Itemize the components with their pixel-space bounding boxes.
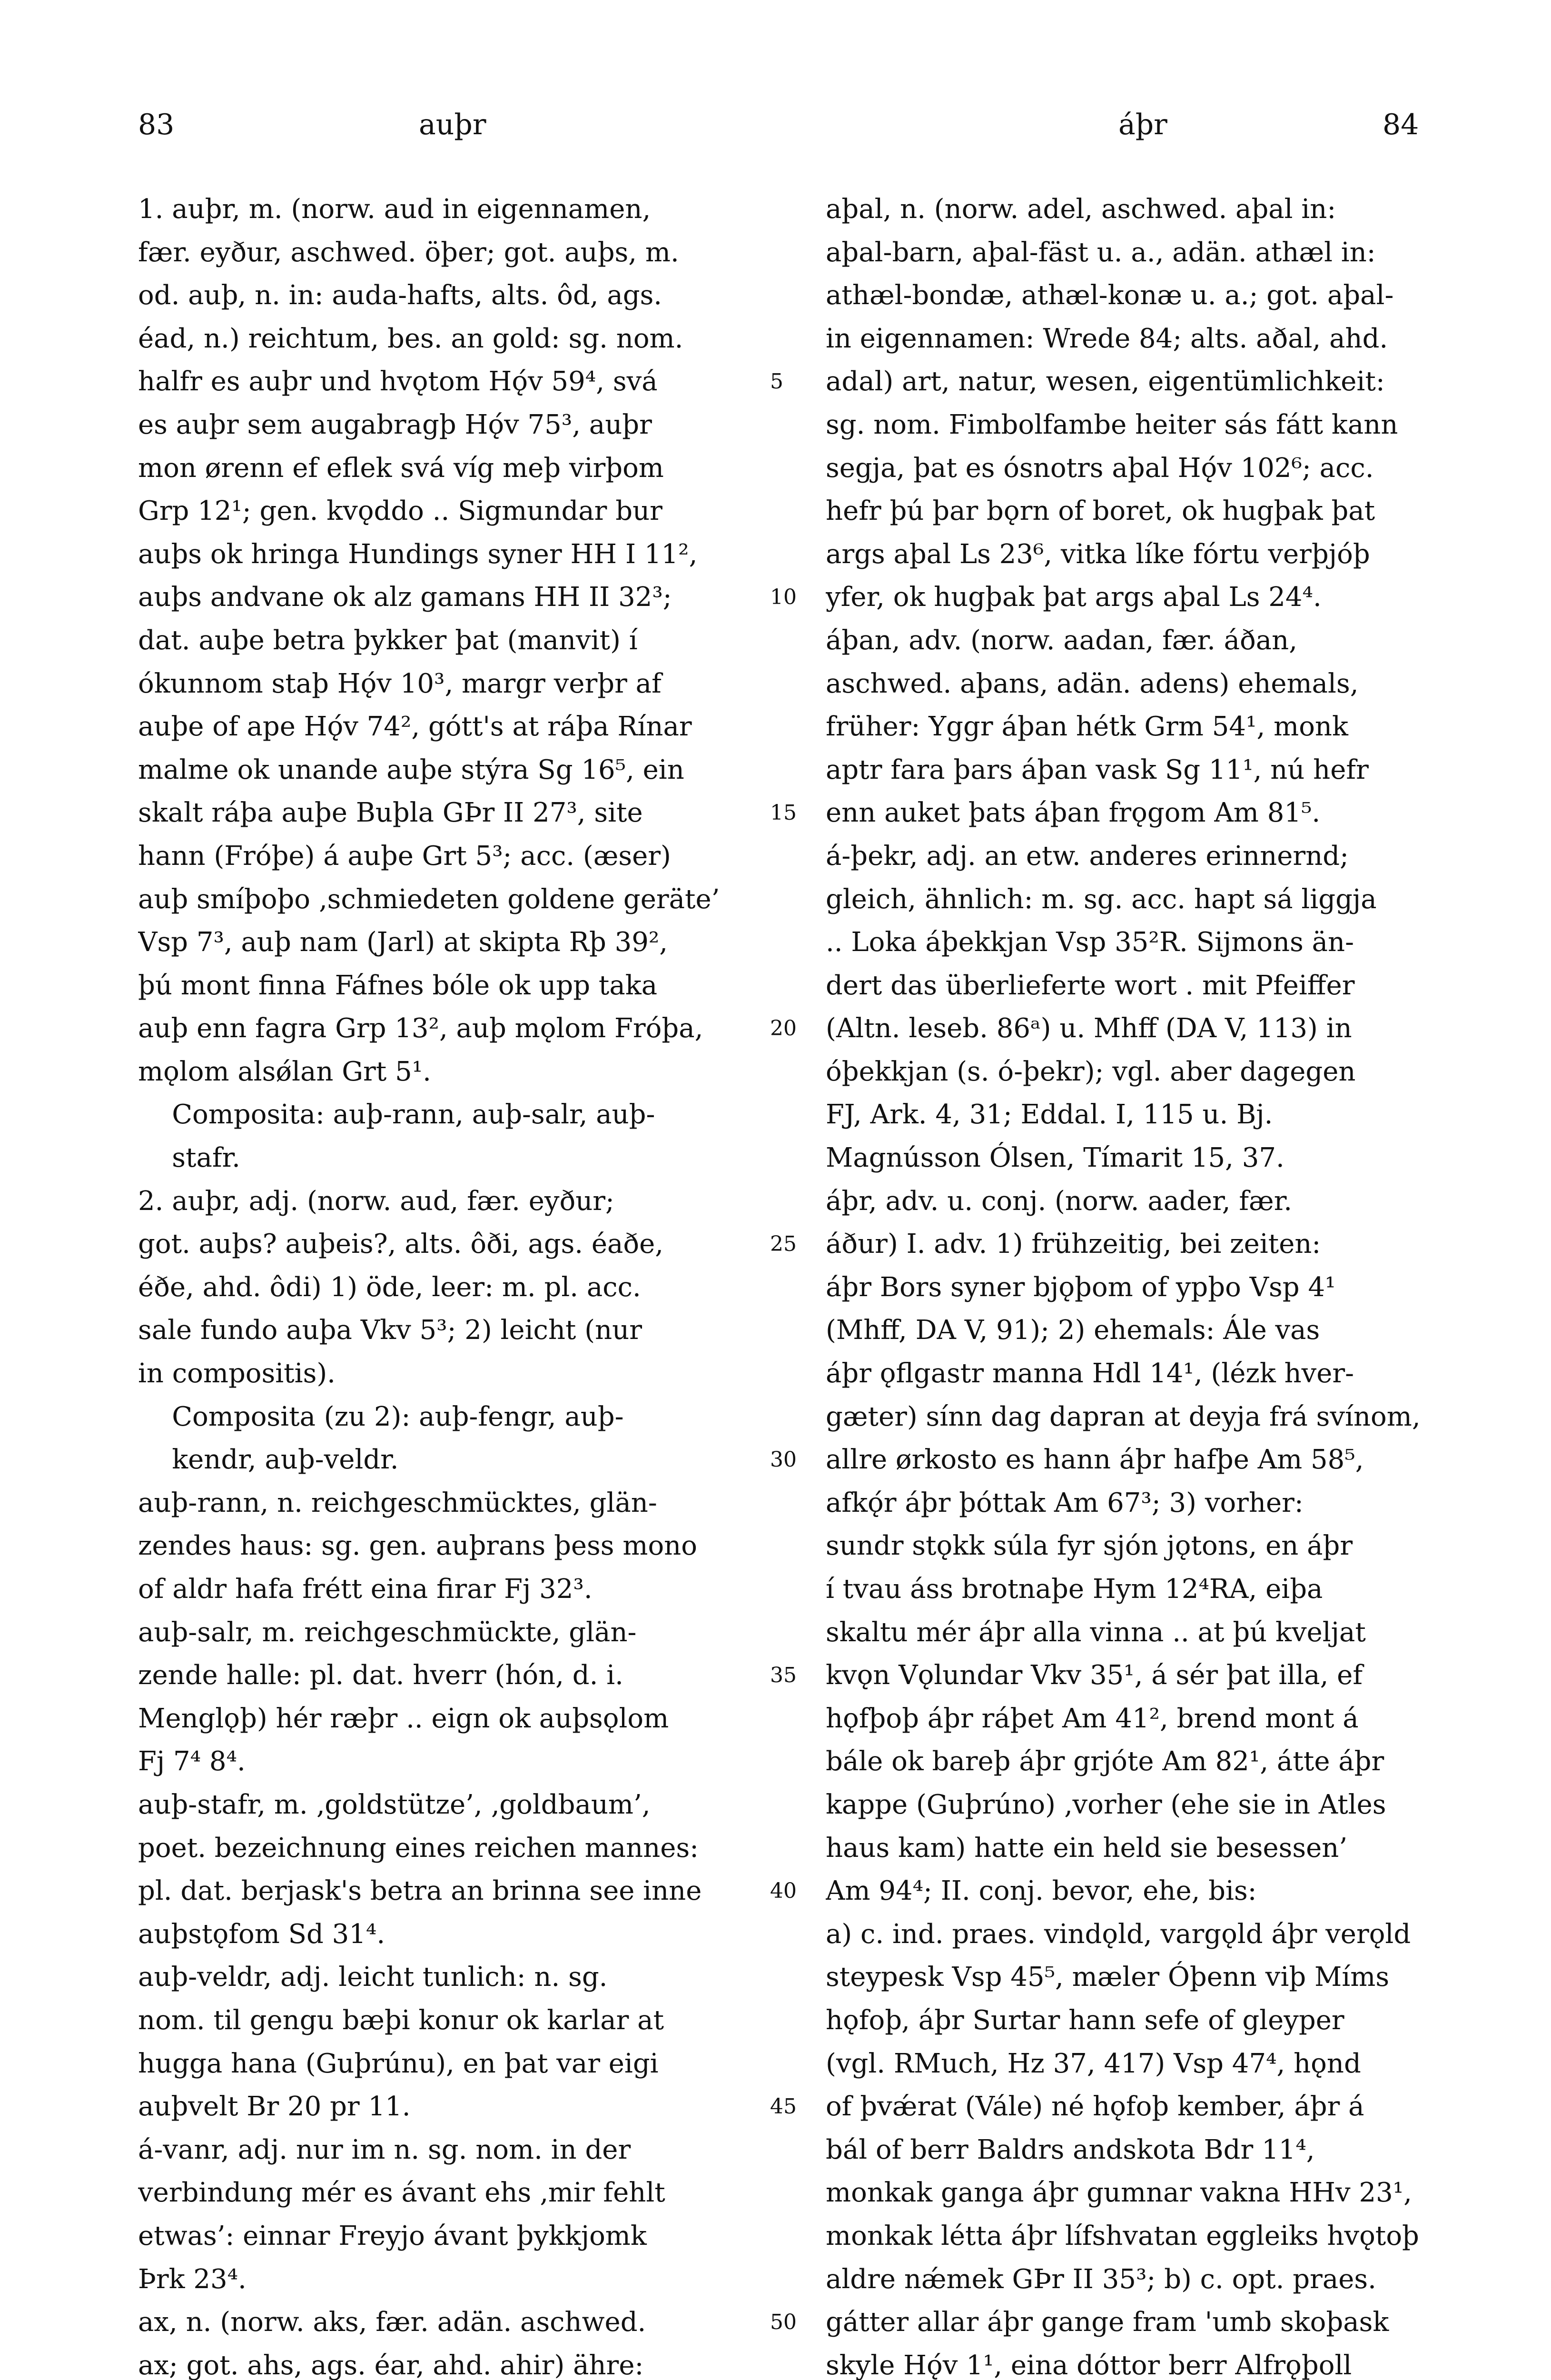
line-number: 30 — [770, 1448, 797, 1472]
text-line-left: ax; got. ahs, ags. éar, ahd. ahir) ähre: — [138, 2350, 644, 2380]
text-line-left: fær. eyður, aschwed. öþer; got. auþs, m. — [138, 237, 679, 268]
text-line-right: áþr Bors syner bjǫþom of ypþo Vsp 4¹ — [826, 1271, 1336, 1303]
text-line-right: gleich, ähnlich: m. sg. acc. hapt sá liggja — [826, 883, 1377, 915]
text-line-left: hann (Fróþe) á auþe Grt 5³; acc. (æser) — [138, 840, 671, 872]
text-line-left: od. auþ, n. in: auda-hafts, alts. ôd, ags. — [138, 280, 662, 311]
line-number: 50 — [770, 2310, 797, 2335]
text-line-right: aptr fara þars áþan vask Sg 11¹, nú hefr — [826, 754, 1369, 785]
text-line-right: monkak létta áþr lífshvatan eggleiks hvǫtoþ — [826, 2220, 1419, 2251]
text-line-right: áþan, adv. (norw. aadan, fær. áðan, — [826, 625, 1298, 656]
text-line-right: (Altn. leseb. 86ᵃ) u. Mhff (DA V, 113) in — [826, 1013, 1352, 1044]
text-line-right: aldre nǽmek GÞr II 35³; b) c. opt. praes. — [826, 2263, 1376, 2295]
text-line-left: ókunnom staþ Hǫ́v 10³, margr verþr af — [138, 668, 662, 699]
text-line-left: of aldr hafa frétt eina firar Fj 32³. — [138, 1574, 593, 1605]
text-line-left: malme ok unande auþe stýra Sg 16⁵, ein — [138, 754, 684, 785]
text-line-right: .. Loka áþekkjan Vsp 35²R. Sijmons än- — [826, 927, 1354, 958]
running-head-right: áþr — [1118, 108, 1167, 141]
text-line-right: FJ, Ark. 4, 31; Eddal. I, 115 u. Bj. — [826, 1099, 1273, 1130]
text-line-right: Magnússon Ólsen, Tímarit 15, 37. — [826, 1142, 1284, 1174]
text-line-right: aþal-barn, aþal-fäst u. a., adän. athæl in: — [826, 237, 1376, 268]
text-line-left: auþ smíþoþo ‚schmiedeten goldene geräte’ — [138, 883, 720, 915]
line-number: 5 — [770, 369, 783, 394]
text-line-left: auþvelt Br 20 pr 11. — [138, 2091, 411, 2122]
text-line-right: aþal, n. (norw. adel, aschwed. aþal in: — [826, 194, 1336, 225]
text-line-right: í tvau áss brotnaþe Hym 12⁴RA, eiþa — [826, 1574, 1323, 1605]
running-head-left: auþr — [419, 108, 486, 141]
line-number: 45 — [770, 2094, 797, 2119]
text-line-left: Grp 12¹; gen. kvǫddo .. Sigmundar bur — [138, 496, 662, 527]
text-line-left: kendr, auþ-veldr. — [138, 1444, 399, 1476]
text-line-right: allre ørkosto es hann áþr hafþe Am 58⁵, — [826, 1444, 1364, 1476]
text-line-right: Am 94⁴; II. conj. bevor, ehe, bis: — [826, 1875, 1257, 1907]
text-line-right: adal) art, natur, wesen, eigentümlichkeit: — [826, 366, 1385, 397]
text-line-left: halfr es auþr und hvǫtom Hǫ́v 59⁴, svá — [138, 366, 658, 397]
text-line-right: segja, þat es ósnotrs aþal Hǫ́v 102⁶; acc. — [826, 452, 1374, 484]
text-line-left: auþ-rann, n. reichgeschmücktes, glän- — [138, 1487, 657, 1518]
text-line-left: zende halle: pl. dat. hverr (hón, d. i. — [138, 1660, 623, 1691]
text-line-left: Composita: auþ-rann, auþ-salr, auþ- — [138, 1099, 655, 1130]
text-line-right: früher: Yggr áþan hétk Grm 54¹, monk — [826, 711, 1348, 743]
text-line-right: afkǫ́r áþr þóttak Am 67³; 3) vorher: — [826, 1487, 1304, 1518]
text-line-left: á-vanr, adj. nur im n. sg. nom. in der — [138, 2134, 631, 2165]
text-line-left: verbindung mér es ávant ehs ‚mir fehlt — [138, 2177, 665, 2209]
text-line-right: athæl-bondæ, athæl-konæ u. a.; got. aþal- — [826, 280, 1394, 311]
text-line-left: Menglǫþ) hér ræþr .. eign ok auþsǫlom — [138, 1703, 669, 1734]
text-line-left: auþ-veldr, adj. leicht tunlich: n. sg. — [138, 1962, 608, 1993]
text-line-left: auþ enn fagra Grp 13², auþ mǫlom Fróþa, — [138, 1013, 703, 1044]
text-line-right: á-þekr, adj. an etw. anderes erinnernd; — [826, 840, 1349, 872]
text-line-right: in eigennamen: Wrede 84; alts. aðal, ahd. — [826, 323, 1388, 354]
text-line-left: es auþr sem augabragþ Hǫ́v 75³, auþr — [138, 409, 652, 440]
text-line-right: sg. nom. Fimbolfambe heiter sás fátt kann — [826, 409, 1398, 440]
page-number-right: 84 — [1383, 108, 1419, 141]
left-column — [138, 188, 750, 2380]
line-number: 20 — [770, 1016, 797, 1041]
text-line-left: 1. auþr, m. (norw. aud in eigennamen, — [138, 194, 651, 225]
text-line-right: a) c. ind. praes. vindǫld, vargǫld áþr verǫld — [826, 1918, 1411, 1950]
text-line-right: args aþal Ls 23⁶, vitka líke fórtu verþjóþ — [826, 538, 1370, 570]
line-number: 40 — [770, 1879, 797, 1904]
text-line-left: Composita (zu 2): auþ-fengr, auþ- — [138, 1401, 624, 1432]
text-line-right: (Mhff, DA V, 91); 2) ehemals: Ále vas — [826, 1315, 1320, 1346]
text-line-left: auþe of ape Hǫ́v 74², gótt's at ráþa Rínar — [138, 711, 692, 743]
line-number: 10 — [770, 585, 797, 610]
line-number: 15 — [770, 801, 797, 825]
text-line-right: áþr ǫflgastr manna Hdl 14¹, (lézk hver- — [826, 1358, 1354, 1389]
text-line-right: enn auket þats áþan frǫgom Am 81⁵. — [826, 797, 1321, 829]
text-line-left: sale fundo auþa Vkv 5³; 2) leicht (nur — [138, 1315, 642, 1346]
text-line-left: Vsp 7³, auþ nam (Jarl) at skipta Rþ 39², — [138, 927, 668, 958]
line-number: 25 — [770, 1232, 797, 1257]
text-line-right: áþr, adv. u. conj. (norw. aader, fær. — [826, 1185, 1293, 1217]
text-line-right: aschwed. aþans, adän. adens) ehemals, — [826, 668, 1359, 699]
text-line-left: mon ørenn ef eflek svá víg meþ virþom — [138, 452, 664, 484]
text-line-left: auþ-salr, m. reichgeschmückte, glän- — [138, 1616, 637, 1648]
text-line-left: auþstǫfom Sd 31⁴. — [138, 1918, 385, 1950]
text-line-right: of þvǽrat (Vále) né hǫfoþ kember, áþr á — [826, 2091, 1364, 2122]
text-line-right: hefr þú þar bǫrn of boret, ok hugþak þat — [826, 496, 1375, 527]
text-line-right: kvǫn Vǫlundar Vkv 35¹, á sér þat illa, ef — [826, 1660, 1363, 1691]
text-line-left: Þrk 23⁴. — [138, 2263, 247, 2295]
text-line-right: bál of berr Baldrs andskota Bdr 11⁴, — [826, 2134, 1315, 2165]
text-line-right: (vgl. RMuch, Hz 37, 417) Vsp 47⁴, hǫnd — [826, 2048, 1361, 2079]
text-line-left: éad, n.) reichtum, bes. an gold: sg. nom. — [138, 323, 683, 354]
text-line-left: éðe, ahd. ôdi) 1) öde, leer: m. pl. acc. — [138, 1271, 641, 1303]
text-line-right: haus kam) hatte ein held sie besessen’ — [826, 1832, 1348, 1864]
text-line-right: gæter) sínn dag dapran at deyja frá svínom, — [826, 1401, 1421, 1432]
text-line-right: yfer, ok hugþak þat args aþal Ls 24⁴. — [826, 582, 1322, 613]
text-line-left: etwas’: einnar Freyjo ávant þykkjomk — [138, 2220, 647, 2251]
text-line-left: þú mont finna Fáfnes bóle ok upp taka — [138, 970, 658, 1001]
text-line-right: skyle Hǫ́v 1¹, eina dóttor berr Alfrǫþoll — [826, 2350, 1352, 2380]
text-line-right: hǫfoþ, áþr Surtar hann sefe of gleyper — [826, 2004, 1344, 2036]
text-line-left: auþ-stafr, m. ‚goldstütze’, ‚goldbaum’, — [138, 1789, 651, 1820]
text-line-right: kappe (Guþrúno) ‚vorher (ehe sie in Atles — [826, 1789, 1386, 1820]
text-line-left: mǫlom alsǿlan Grt 5¹. — [138, 1056, 431, 1087]
text-line-left: 2. auþr, adj. (norw. aud, fær. eyður; — [138, 1185, 614, 1217]
text-line-right: steypesk Vsp 45⁵, mæler Óþenn viþ Míms — [826, 1962, 1390, 1993]
text-line-left: auþs andvane ok alz gamans HH II 32³; — [138, 582, 672, 613]
text-line-right: hǫfþoþ áþr ráþet Am 41², brend mont á — [826, 1703, 1359, 1734]
text-line-right: skaltu mér áþr alla vinna .. at þú kveljat — [826, 1616, 1366, 1648]
text-line-left: in compositis). — [138, 1358, 336, 1389]
text-line-left: got. auþs? auþeis?, alts. ôði, ags. éaðe, — [138, 1229, 664, 1260]
text-line-left: auþs ok hringa Hundings syner HH I 11², — [138, 538, 698, 570]
text-line-left: dat. auþe betra þykker þat (manvit) í — [138, 625, 638, 656]
right-column — [826, 188, 1437, 2380]
text-line-right: óþekkjan (s. ó-þekr); vgl. aber dagegen — [826, 1056, 1356, 1087]
text-line-right: dert das überlieferte wort . mit Pfeiffer — [826, 970, 1355, 1001]
text-line-right: áður) I. adv. 1) frühzeitig, bei zeiten: — [826, 1229, 1321, 1260]
page-number-left: 83 — [138, 108, 175, 141]
text-line-left: pl. dat. berjask's betra an brinna see inne — [138, 1875, 702, 1907]
text-line-left: skalt ráþa auþe Buþla GÞr II 27³, site — [138, 797, 643, 829]
text-line-left: ax, n. (norw. aks, fær. adän. aschwed. — [138, 2307, 646, 2338]
text-line-left: poet. bezeichnung eines reichen mannes: — [138, 1832, 699, 1864]
text-line-left: hugga hana (Guþrúnu), en þat var eigi — [138, 2048, 659, 2079]
text-line-right: sundr stǫkk súla fyr sjón jǫtons, en áþr — [826, 1530, 1353, 1562]
line-number: 35 — [770, 1663, 797, 1688]
text-line-left: nom. til gengu bæþi konur ok karlar at — [138, 2004, 664, 2036]
text-line-left: zendes haus: sg. gen. auþrans þess mono — [138, 1530, 697, 1562]
text-line-left: Fj 7⁴ 8⁴. — [138, 1746, 246, 1777]
text-line-right: bále ok bareþ áþr grjóte Am 82¹, átte áþr — [826, 1746, 1384, 1777]
text-line-right: monkak ganga áþr gumnar vakna HHv 23¹, — [826, 2177, 1412, 2209]
text-line-left: stafr. — [138, 1142, 240, 1174]
text-line-right: gátter allar áþr gange fram 'umb skoþask — [826, 2307, 1389, 2338]
